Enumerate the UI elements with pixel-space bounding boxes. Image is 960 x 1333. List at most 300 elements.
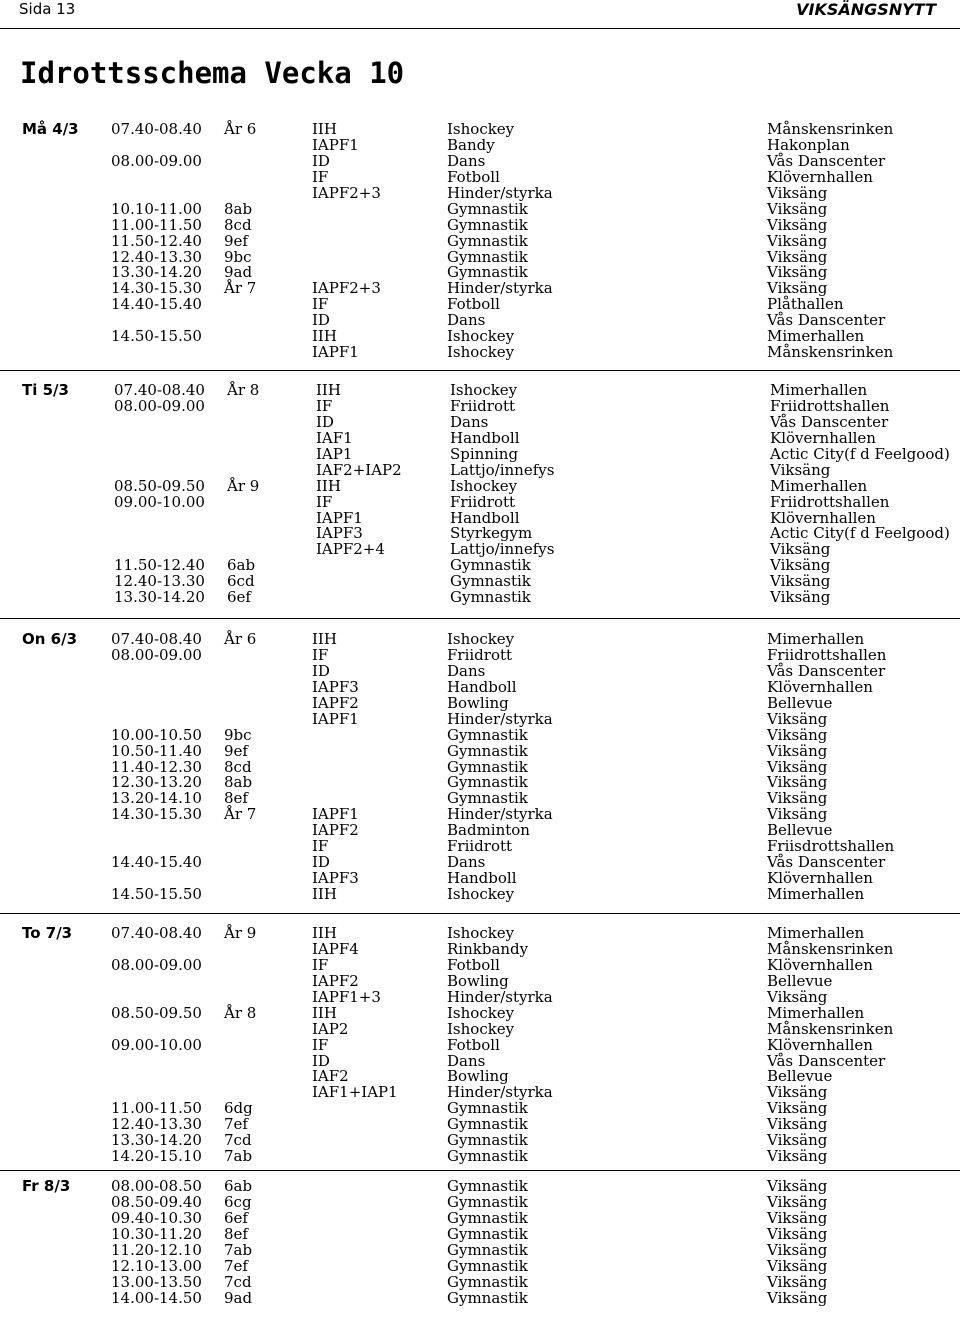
activity-cell: Ishockey — [447, 885, 515, 903]
schedule-row — [0, 494, 960, 510]
time-cell: 11.00-11.50 — [111, 215, 202, 234]
day-divider — [0, 370, 960, 371]
schedule-row — [0, 1005, 960, 1021]
time-cell: 09.40-10.30 — [111, 1208, 202, 1227]
activity-cell: Gymnastik — [447, 1115, 528, 1134]
class-cell: IF — [312, 1035, 329, 1054]
place-cell: Klövernhallen — [767, 869, 873, 888]
class-cell: ID — [312, 853, 330, 872]
activity-cell: Friidrott — [450, 396, 516, 415]
group-cell: 9ad — [224, 1288, 253, 1307]
group-cell: 6cd — [227, 572, 255, 591]
group-cell: 7ef — [224, 1115, 248, 1134]
schedule-row — [0, 1178, 960, 1194]
class-cell: IIH — [312, 327, 337, 346]
schedule-row — [0, 398, 960, 414]
place-cell: Viksäng — [767, 1208, 828, 1227]
activity-cell: Friidrott — [447, 645, 513, 664]
group-cell: År 7 — [224, 279, 257, 298]
activity-cell: Fotboll — [447, 167, 500, 186]
activity-cell: Dans — [447, 1051, 486, 1070]
place-cell: Viksäng — [767, 1083, 828, 1102]
schedule-row — [0, 1068, 960, 1084]
activity-cell: Gymnastik — [447, 757, 528, 776]
place-cell: Mimerhallen — [770, 476, 868, 495]
class-cell: IF — [316, 492, 333, 511]
schedule-row — [0, 217, 960, 233]
schedule-row — [0, 679, 960, 695]
class-cell: IAPF1 — [312, 805, 359, 824]
activity-cell: Gymnastik — [447, 741, 528, 760]
class-cell: IF — [312, 645, 329, 664]
activity-cell: Gymnastik — [447, 1177, 528, 1195]
schedule-row — [0, 663, 960, 679]
place-cell: Klövernhallen — [767, 1035, 873, 1054]
class-cell: IAPF2 — [312, 693, 359, 712]
schedule-row — [0, 414, 960, 430]
group-cell: År 9 — [227, 476, 260, 495]
place-cell: Friidrottshallen — [770, 492, 890, 511]
activity-cell: Gymnastik — [450, 572, 531, 591]
activity-cell: Ishockey — [447, 924, 515, 942]
time-cell: 14.40-15.40 — [111, 853, 202, 872]
place-cell: Klövernhallen — [770, 428, 876, 447]
schedule-row — [0, 185, 960, 201]
place-cell: Vås Danscenter — [770, 412, 889, 431]
place-cell: Viksäng — [767, 1240, 828, 1259]
activity-cell: Styrkegym — [450, 524, 533, 543]
activity-cell: Dans — [447, 853, 486, 872]
schedule-row — [0, 743, 960, 759]
group-cell: 6ab — [224, 1177, 253, 1195]
group-cell: 8ef — [224, 1224, 248, 1243]
time-cell: 12.40-13.30 — [111, 1115, 202, 1134]
place-cell: Mimerhallen — [767, 630, 865, 648]
place-cell: Klövernhallen — [770, 508, 876, 527]
group-cell: 6ab — [227, 556, 256, 575]
activity-cell: Gymnastik — [447, 1256, 528, 1275]
place-cell: Vås Danscenter — [767, 661, 886, 680]
schedule-row — [0, 647, 960, 663]
schedule-row — [0, 973, 960, 989]
place-cell: Hakonplan — [767, 135, 850, 154]
class-cell: IIH — [316, 381, 341, 399]
class-cell: IAPF3 — [312, 869, 359, 888]
time-cell: 12.10-13.00 — [111, 1256, 202, 1275]
activity-cell: Lattjo/innefys — [450, 540, 555, 559]
activity-cell: Rinkbandy — [447, 939, 529, 958]
place-cell: Viksäng — [767, 279, 828, 298]
place-cell: Viksäng — [767, 199, 828, 218]
day-label: On 6/3 — [22, 630, 78, 648]
place-cell: Viksäng — [770, 556, 831, 575]
schedule-row — [0, 264, 960, 280]
activity-cell: Dans — [450, 412, 489, 431]
activity-cell: Ishockey — [447, 327, 515, 346]
activity-cell: Gymnastik — [447, 231, 528, 250]
class-cell: IF — [312, 167, 329, 186]
group-cell: 7ab — [224, 1147, 253, 1166]
time-cell: 08.00-09.00 — [111, 151, 202, 170]
class-cell: IAPF2+4 — [316, 540, 385, 559]
time-cell: 11.20-12.10 — [111, 1240, 202, 1259]
activity-cell: Ishockey — [447, 343, 515, 362]
schedule-row — [0, 941, 960, 957]
activity-cell: Gymnastik — [447, 199, 528, 218]
group-cell: 9ef — [224, 231, 248, 250]
schedule-row — [0, 1084, 960, 1100]
header-divider — [0, 28, 960, 29]
time-cell: 11.00-11.50 — [111, 1099, 202, 1118]
activity-cell: Hinder/styrka — [447, 183, 553, 202]
place-cell: Bellevue — [767, 821, 833, 840]
class-cell: IIH — [312, 630, 337, 648]
activity-cell: Gymnastik — [447, 247, 528, 266]
time-cell: 10.10-11.00 — [111, 199, 202, 218]
place-cell: Viksäng — [770, 460, 831, 479]
place-cell: Bellevue — [767, 971, 833, 990]
group-cell: 8ab — [224, 773, 253, 792]
place-cell: Viksäng — [767, 789, 828, 808]
activity-cell: Ishockey — [450, 476, 518, 495]
time-cell: 12.40-13.30 — [114, 572, 205, 591]
group-cell: År 8 — [224, 1003, 257, 1022]
activity-cell: Gymnastik — [447, 1240, 528, 1259]
class-cell: IIH — [316, 476, 341, 495]
place-cell: Mimerhallen — [767, 1003, 865, 1022]
class-cell: IAF2+IAP2 — [316, 460, 402, 479]
group-cell: 9bc — [224, 725, 252, 744]
schedule-row — [0, 1148, 960, 1164]
time-cell: 14.30-15.30 — [111, 805, 202, 824]
schedule-row — [0, 296, 960, 312]
place-cell: Klövernhallen — [767, 677, 873, 696]
time-cell: 10.30-11.20 — [111, 1224, 202, 1243]
activity-cell: Gymnastik — [450, 588, 531, 607]
place-cell: Friidrottshallen — [767, 645, 887, 664]
time-cell: 13.20-14.10 — [111, 789, 202, 808]
activity-cell: Gymnastik — [447, 263, 528, 282]
time-cell: 12.40-13.30 — [111, 247, 202, 266]
class-cell: IAPF1 — [312, 709, 359, 728]
class-cell: IAF1 — [316, 428, 353, 447]
schedule-row — [0, 462, 960, 478]
place-cell: Viksäng — [767, 805, 828, 824]
place-cell: Viksäng — [767, 1131, 828, 1150]
place-cell: Mimerhallen — [767, 327, 865, 346]
schedule-row — [0, 573, 960, 589]
place-cell: Viksäng — [767, 987, 828, 1006]
group-cell: 9ad — [224, 263, 253, 282]
activity-cell: Gymnastik — [447, 1272, 528, 1291]
schedule-row — [0, 806, 960, 822]
page-title: Idrottsschema Vecka 10 — [20, 56, 405, 90]
schedule-row — [0, 854, 960, 870]
activity-cell: Gymnastik — [447, 1131, 528, 1150]
class-cell: IAF2 — [312, 1067, 349, 1086]
activity-cell: Handboll — [450, 508, 520, 527]
schedule-row — [0, 1274, 960, 1290]
day-divider — [0, 1170, 960, 1171]
activity-cell: Spinning — [450, 444, 519, 463]
schedule-row — [0, 1132, 960, 1148]
schedule-row — [0, 774, 960, 790]
schedule-row — [0, 1194, 960, 1210]
place-cell: Vås Danscenter — [767, 311, 886, 330]
class-cell: IAP2 — [312, 1019, 349, 1038]
schedule-row — [0, 1021, 960, 1037]
group-cell: 6ef — [227, 588, 251, 607]
place-cell: Friisdrottshallen — [767, 837, 895, 856]
time-cell: 13.30-14.20 — [111, 263, 202, 282]
place-cell: Viksäng — [770, 540, 831, 559]
time-cell: 09.00-10.00 — [111, 1035, 202, 1054]
group-cell: 9bc — [224, 247, 252, 266]
schedule-row — [0, 478, 960, 494]
activity-cell: Hinder/styrka — [447, 987, 553, 1006]
class-cell: IAP1 — [316, 444, 353, 463]
activity-cell: Gymnastik — [447, 1208, 528, 1227]
group-cell: 8cd — [224, 215, 252, 234]
activity-cell: Lattjo/innefys — [450, 460, 555, 479]
schedule-row — [0, 631, 960, 647]
time-cell: 13.00-13.50 — [111, 1272, 202, 1291]
time-cell: 14.20-15.10 — [111, 1147, 202, 1166]
group-cell: 8ef — [224, 789, 248, 808]
activity-cell: Gymnastik — [447, 1147, 528, 1166]
place-cell: Viksäng — [767, 231, 828, 250]
class-cell: IAPF1 — [312, 343, 359, 362]
schedule-row — [0, 382, 960, 398]
activity-cell: Gymnastik — [447, 215, 528, 234]
place-cell: Bellevue — [767, 1067, 833, 1086]
group-cell: 6dg — [224, 1099, 253, 1118]
group-cell: 8ab — [224, 199, 253, 218]
activity-cell: Dans — [447, 661, 486, 680]
schedule-row — [0, 711, 960, 727]
time-cell: 10.50-11.40 — [111, 741, 202, 760]
schedule-row — [0, 1116, 960, 1132]
schedule-row — [0, 328, 960, 344]
place-cell: Viksäng — [767, 1192, 828, 1211]
time-cell: 08.00-08.50 — [111, 1177, 202, 1195]
activity-cell: Ishockey — [447, 630, 515, 648]
schedule-rows — [0, 631, 960, 902]
activity-cell: Gymnastik — [447, 1288, 528, 1307]
day-divider — [0, 913, 960, 914]
time-cell: 10.00-10.50 — [111, 725, 202, 744]
class-cell: IF — [312, 295, 329, 314]
schedule-rows — [0, 925, 960, 1164]
place-cell: Månskensrinken — [767, 939, 894, 958]
place-cell: Viksäng — [767, 1256, 828, 1275]
schedule-row — [0, 153, 960, 169]
place-cell: Månskensrinken — [767, 120, 894, 138]
place-cell: Actic City(f d Feelgood) — [770, 444, 950, 463]
schedule-rows — [0, 382, 960, 605]
day-label: Ti 5/3 — [22, 381, 69, 399]
group-cell: 6cg — [224, 1192, 252, 1211]
class-cell: IF — [316, 396, 333, 415]
class-cell: IIH — [312, 120, 337, 138]
group-cell: 9ef — [224, 741, 248, 760]
place-cell: Viksäng — [767, 773, 828, 792]
time-cell: 14.00-14.50 — [111, 1288, 202, 1307]
activity-cell: Handboll — [447, 869, 517, 888]
schedule-row — [0, 1258, 960, 1274]
class-cell: IAF1+IAP1 — [312, 1083, 398, 1102]
activity-cell: Handboll — [447, 677, 517, 696]
place-cell: Viksäng — [767, 215, 828, 234]
activity-cell: Gymnastik — [447, 1192, 528, 1211]
time-cell: 08.50-09.50 — [114, 476, 205, 495]
schedule-row — [0, 989, 960, 1005]
activity-cell: Dans — [447, 311, 486, 330]
activity-cell: Bowling — [447, 971, 509, 990]
class-cell: IAPF3 — [312, 677, 359, 696]
class-cell: IIH — [312, 885, 337, 903]
class-cell: ID — [312, 1051, 330, 1070]
place-cell: Mimerhallen — [767, 924, 865, 942]
class-cell: IAPF2+3 — [312, 279, 381, 298]
time-cell: 13.30-14.20 — [111, 1131, 202, 1150]
time-cell: 08.50-09.50 — [111, 1003, 202, 1022]
activity-cell: Gymnastik — [447, 1099, 528, 1118]
place-cell: Plåthallen — [767, 295, 844, 314]
class-cell: ID — [312, 661, 330, 680]
group-cell: År 8 — [227, 381, 260, 399]
group-cell: År 9 — [224, 924, 257, 942]
schedule-row — [0, 1053, 960, 1069]
activity-cell: Friidrott — [447, 837, 513, 856]
activity-cell: Gymnastik — [447, 725, 528, 744]
schedule-row — [0, 790, 960, 806]
time-cell: 07.40-08.40 — [111, 630, 202, 648]
schedule-row — [0, 137, 960, 153]
place-cell: Viksäng — [770, 588, 831, 607]
place-cell: Actic City(f d Feelgood) — [770, 524, 950, 543]
place-cell: Vås Danscenter — [767, 1051, 886, 1070]
class-cell: IAPF2 — [312, 971, 359, 990]
schedule-row — [0, 121, 960, 137]
schedule-row — [0, 557, 960, 573]
schedule-row — [0, 1210, 960, 1226]
schedule-row — [0, 280, 960, 296]
place-cell: Viksäng — [767, 709, 828, 728]
place-cell: Viksäng — [767, 1288, 828, 1307]
place-cell: Klövernhallen — [767, 167, 873, 186]
place-cell: Viksäng — [767, 1115, 828, 1134]
activity-cell: Fotboll — [447, 955, 500, 974]
group-cell: 7ab — [224, 1240, 253, 1259]
class-cell: ID — [312, 151, 330, 170]
schedule-row — [0, 925, 960, 941]
activity-cell: Gymnastik — [450, 556, 531, 575]
class-cell: IAPF3 — [316, 524, 363, 543]
schedule-row — [0, 1226, 960, 1242]
place-cell: Klövernhallen — [767, 955, 873, 974]
schedule-row — [0, 525, 960, 541]
place-cell: Viksäng — [770, 572, 831, 591]
schedule-rows — [0, 121, 960, 360]
time-cell: 11.50-12.40 — [114, 556, 205, 575]
time-cell: 08.50-09.40 — [111, 1192, 202, 1211]
time-cell: 08.00-09.00 — [111, 645, 202, 664]
class-cell: IAPF1 — [312, 135, 359, 154]
place-cell: Viksäng — [767, 1099, 828, 1118]
place-cell: Viksäng — [767, 757, 828, 776]
activity-cell: Ishockey — [447, 1019, 515, 1038]
class-cell: IAPF1 — [316, 508, 363, 527]
place-cell: Viksäng — [767, 1272, 828, 1291]
group-cell: År 7 — [224, 805, 257, 824]
group-cell: 7cd — [224, 1131, 252, 1150]
place-cell: Mimerhallen — [767, 885, 865, 903]
group-cell: År 6 — [224, 630, 257, 648]
place-cell: Månskensrinken — [767, 343, 894, 362]
schedule-row — [0, 446, 960, 462]
group-cell: 6ef — [224, 1208, 248, 1227]
place-cell: Månskensrinken — [767, 1019, 894, 1038]
place-cell: Friidrottshallen — [770, 396, 890, 415]
activity-cell: Fotboll — [447, 295, 500, 314]
time-cell: 14.50-15.50 — [111, 885, 202, 903]
schedule-row — [0, 838, 960, 854]
activity-cell: Ishockey — [450, 381, 518, 399]
activity-cell: Hinder/styrka — [447, 1083, 553, 1102]
schedule-row — [0, 1242, 960, 1258]
class-cell: IIH — [312, 1003, 337, 1022]
activity-cell: Hinder/styrka — [447, 709, 553, 728]
activity-cell: Gymnastik — [447, 773, 528, 792]
schedule-row — [0, 169, 960, 185]
schedule-row — [0, 957, 960, 973]
class-cell: IIH — [312, 924, 337, 942]
group-cell: 7ef — [224, 1256, 248, 1275]
class-cell: IAPF2 — [312, 821, 359, 840]
activity-cell: Handboll — [450, 428, 520, 447]
activity-cell: Gymnastik — [447, 1224, 528, 1243]
schedule-row — [0, 344, 960, 360]
place-cell: Vås Danscenter — [767, 151, 886, 170]
class-cell: IF — [312, 955, 329, 974]
activity-cell: Gymnastik — [447, 789, 528, 808]
class-cell: IAPF2+3 — [312, 183, 381, 202]
activity-cell: Hinder/styrka — [447, 805, 553, 824]
activity-cell: Ishockey — [447, 120, 515, 138]
schedule-row — [0, 541, 960, 557]
schedule-row — [0, 1100, 960, 1116]
schedule-row — [0, 822, 960, 838]
time-cell: 14.40-15.40 — [111, 295, 202, 314]
time-cell: 13.30-14.20 — [114, 588, 205, 607]
class-cell: IAPF1+3 — [312, 987, 381, 1006]
place-cell: Viksäng — [767, 725, 828, 744]
place-cell: Viksäng — [767, 247, 828, 266]
day-divider — [0, 618, 960, 619]
group-cell: År 6 — [224, 120, 257, 138]
place-cell: Viksäng — [767, 1224, 828, 1243]
schedule-row — [0, 886, 960, 902]
schedule-row — [0, 312, 960, 328]
schedule-row — [0, 695, 960, 711]
schedule-row — [0, 201, 960, 217]
schedule-row — [0, 759, 960, 775]
class-cell: IF — [312, 837, 329, 856]
schedule-row — [0, 510, 960, 526]
place-cell: Viksäng — [767, 1177, 828, 1195]
place-cell: Viksäng — [767, 741, 828, 760]
